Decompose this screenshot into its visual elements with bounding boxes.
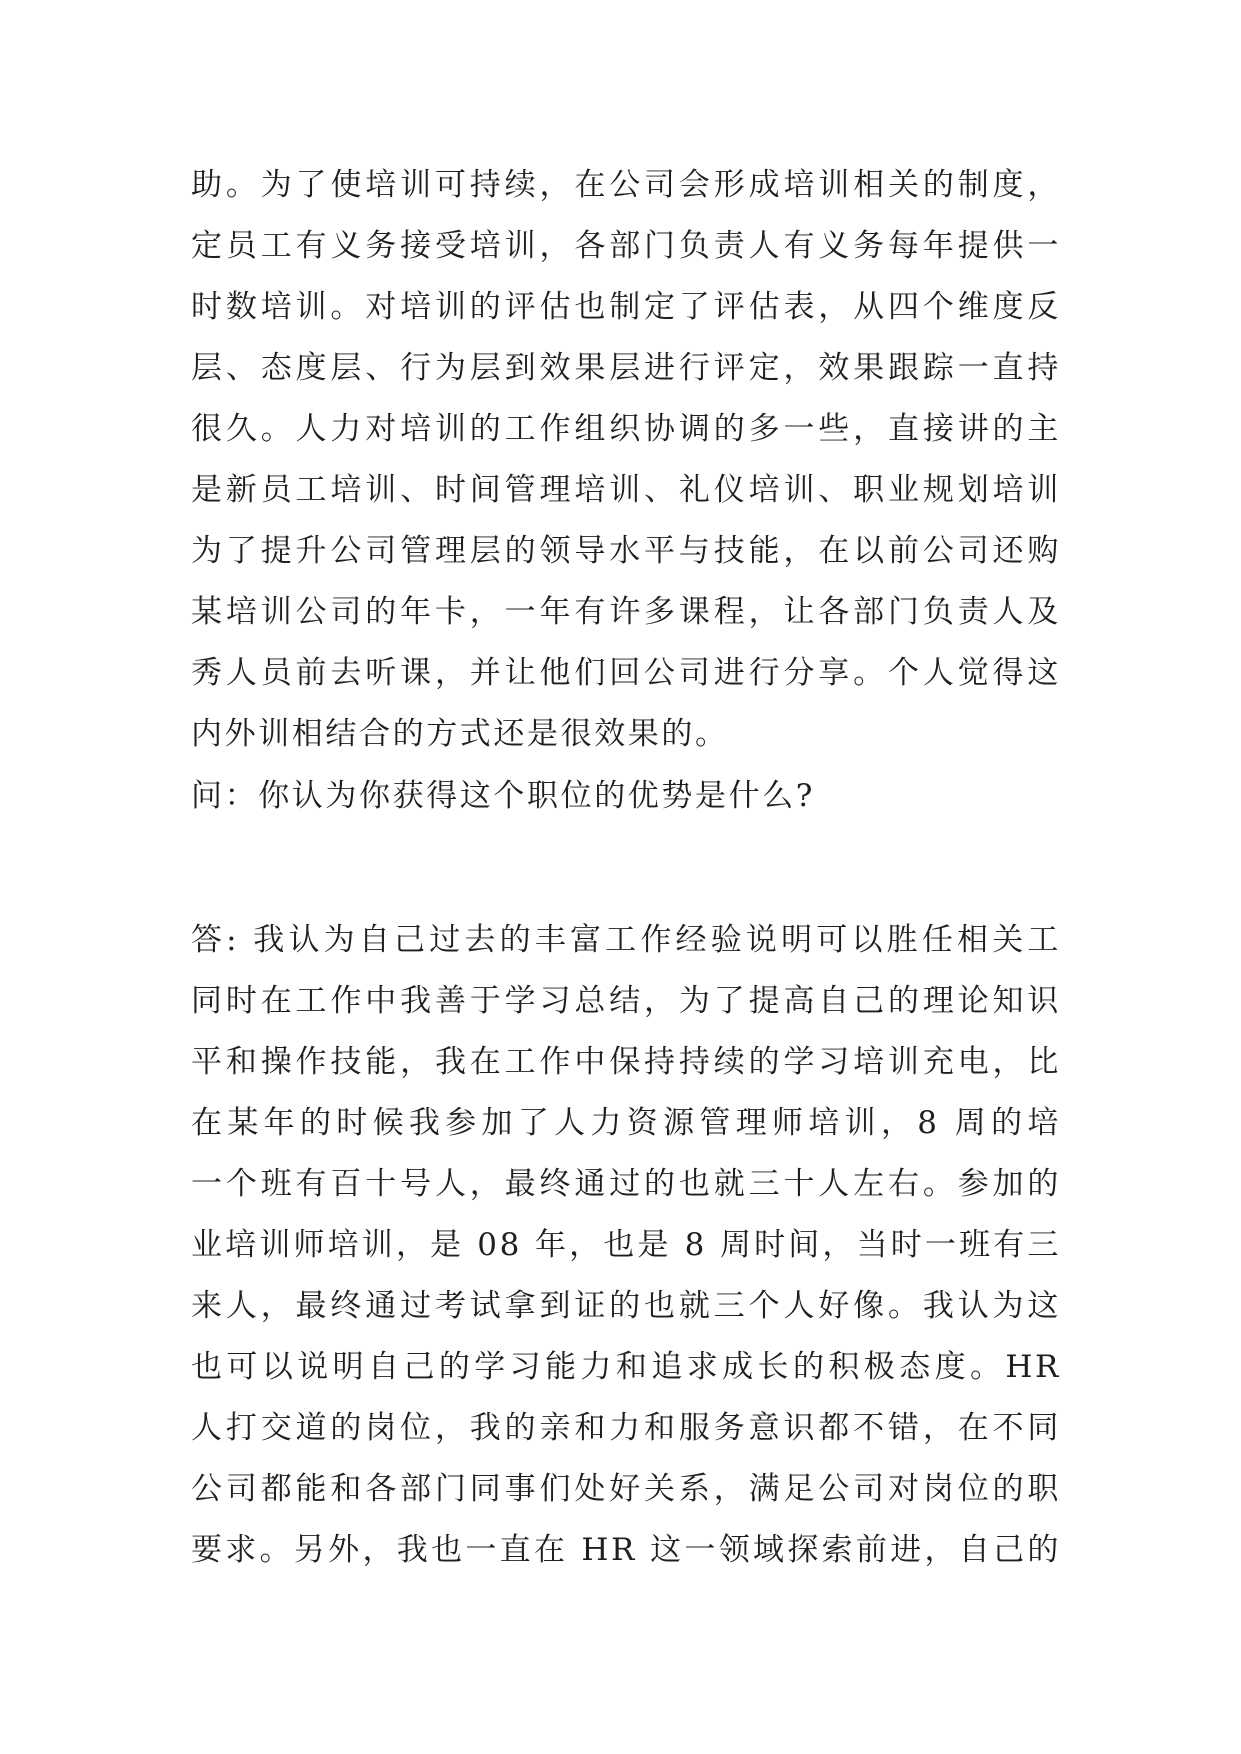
question-text: 问：你认为你获得这个职位的优势是什么? — [191, 778, 816, 814]
text-line: 很久。人力对培训的工作组织协调的多一些，直接讲的主 — [191, 411, 1061, 447]
text-line: 助。为了使培训可持续，在公司会形成培训相关的制度， — [191, 167, 1061, 203]
answer-paragraph — [191, 910, 1061, 1581]
text-line: 也可以说明自己的学习能力和追求成长的积极态度。HR — [191, 1349, 1061, 1385]
text-line: 公司都能和各部门同事们处好关系，满足公司对岗位的职 — [191, 1471, 1061, 1507]
text-line: 在某年的时候我参加了人力资源管理师培训，8 周的培 — [191, 1105, 1061, 1141]
text-line: 层、态度层、行为层到效果层进行评定，效果跟踪一直持 — [191, 350, 1061, 386]
text-line: 业培训师培训，是 08 年，也是 8 周时间，当时一班有三 — [191, 1227, 1061, 1263]
text-line: 要求。另外，我也一直在 HR 这一领域探索前进，自己的 — [191, 1532, 1061, 1568]
text-line: 定员工有义务接受培训，各部门负责人有义务每年提供一 — [191, 228, 1061, 264]
text-line: 一个班有百十号人，最终通过的也就三十人左右。参加的 — [191, 1166, 1061, 1202]
question-heading — [191, 766, 1061, 827]
text-line: 人打交道的岗位，我的亲和力和服务意识都不错，在不同 — [191, 1410, 1061, 1446]
text-line: 平和操作技能，我在工作中保持持续的学习培训充电，比 — [191, 1044, 1061, 1080]
text-line: 秀人员前去听课，并让他们回公司进行分享。个人觉得这 — [191, 655, 1061, 691]
text-line: 时数培训。对培训的评估也制定了评估表，从四个维度反 — [191, 289, 1061, 325]
text-line: 为了提升公司管理层的领导水平与技能，在以前公司还购 — [191, 533, 1061, 569]
text-line: 是新员工培训、时间管理培训、礼仪培训、职业规划培训 — [191, 472, 1061, 508]
text-line: 来人，最终通过考试拿到证的也就三个人好像。我认为这 — [191, 1288, 1061, 1324]
text-line: 同时在工作中我善于学习总结，为了提高自己的理论知识 — [191, 983, 1061, 1019]
text-line: 内外训相结合的方式还是很效果的。 — [191, 716, 729, 752]
text-line: 某培训公司的年卡，一年有许多课程，让各部门负责人及 — [191, 594, 1061, 630]
paragraph-training — [191, 155, 1061, 765]
text-line: 答: 我认为自己过去的丰富工作经验说明可以胜任相关工 — [191, 922, 1061, 958]
